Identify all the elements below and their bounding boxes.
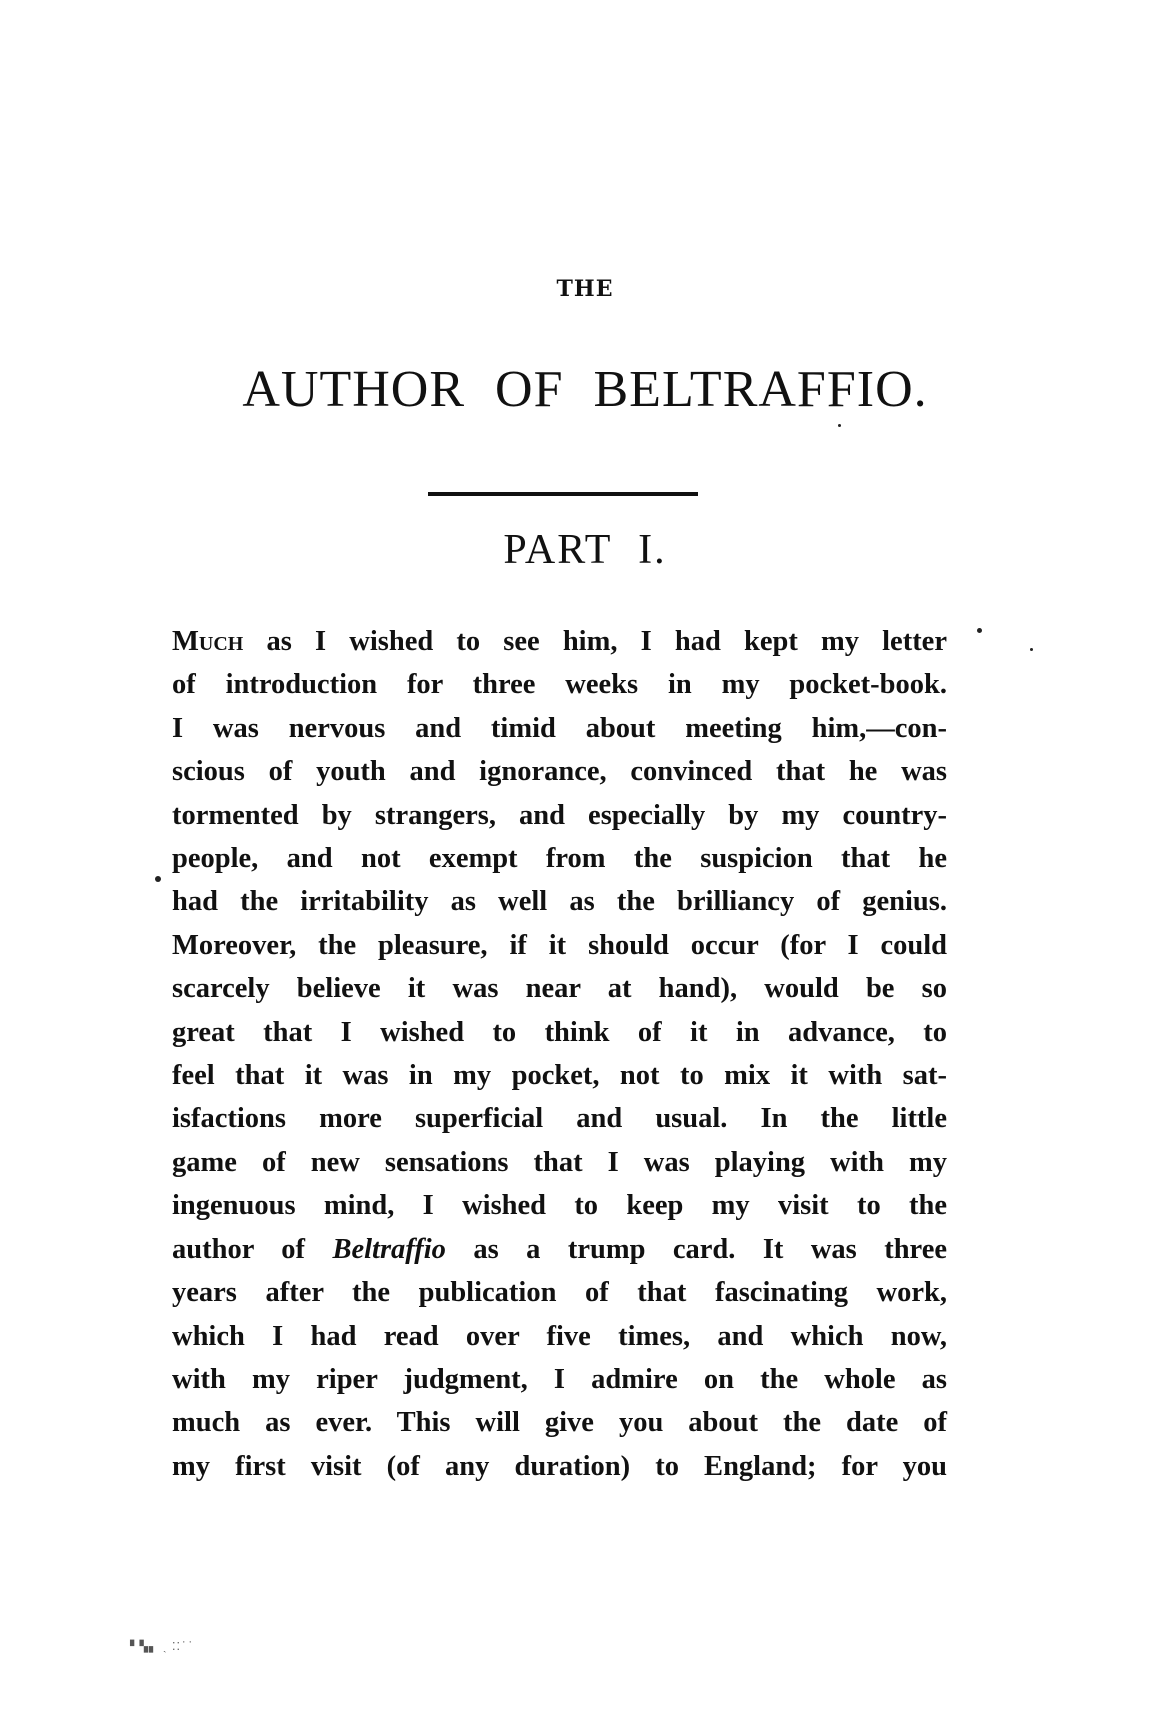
- body-line-19: much as ever. This will give you about the date of: [172, 1407, 947, 1439]
- body-line-1: [172, 620, 947, 663]
- body-line-17: which I had read over five times, and which now,: [172, 1320, 947, 1352]
- body-line-14: ingenuous mind, I wished to keep my visit to the: [172, 1190, 947, 1222]
- book-title-italic: Beltraffio: [332, 1233, 446, 1265]
- body-line-20: my first visit (of any duration) to England; for you: [172, 1450, 947, 1482]
- body-line-9: scarcely believe it was near at hand), would be so: [172, 973, 947, 1005]
- body-line-6: people, and not exempt from the suspicion that he: [172, 843, 947, 875]
- body-line-1-rest: as I wished to see him, I had kept my letter: [243, 626, 947, 657]
- body-line-5: tormented by strangers, and especially by my country-: [172, 799, 947, 831]
- body-line-7: had the irritability as well as the brilliancy of genius.: [172, 886, 947, 918]
- ink-speck: [977, 628, 982, 633]
- body-line-12: isfactions more superficial and usual. In the little: [172, 1103, 947, 1135]
- scan-smudge: ▘▚▖ ˏ ⁚⁚˙˙: [130, 1640, 195, 1653]
- body-line-10: great that I wished to think of it in advance, to: [172, 1016, 947, 1048]
- body-line-15-a: author of: [172, 1233, 333, 1265]
- heading-part: PART I.: [503, 527, 667, 573]
- ink-speck: [838, 424, 841, 427]
- body-line-15-b: as a trump card. It was three: [445, 1233, 947, 1265]
- body-line-4: scious of youth and ignorance, convinced that he was: [172, 756, 947, 788]
- title-rule: [428, 492, 698, 496]
- body-line-2: of introduction for three weeks in my pocket-book.: [172, 669, 947, 701]
- ink-speck: [155, 876, 161, 882]
- ink-speck: [1030, 648, 1033, 651]
- body-line-16: years after the publication of that fascinating work,: [172, 1277, 947, 1309]
- body-text: [172, 620, 947, 1488]
- body-first-word: Much: [172, 626, 244, 657]
- heading-title: AUTHOR OF BELTRAFFIO.: [242, 361, 928, 418]
- body-line-11: feel that it was in my pocket, not to mix it with sat-: [172, 1060, 947, 1092]
- body-line-3: I was nervous and timid about meeting him,—con-: [172, 712, 947, 744]
- body-line-13: game of new sensations that I was playing with my: [172, 1146, 947, 1178]
- body-line-18: with my riper judgment, I admire on the whole as: [172, 1363, 947, 1395]
- body-line-15: [172, 1228, 947, 1271]
- heading-the: THE: [556, 276, 614, 302]
- body-line-8: Moreover, the pleasure, if it should occur (for I could: [172, 929, 947, 961]
